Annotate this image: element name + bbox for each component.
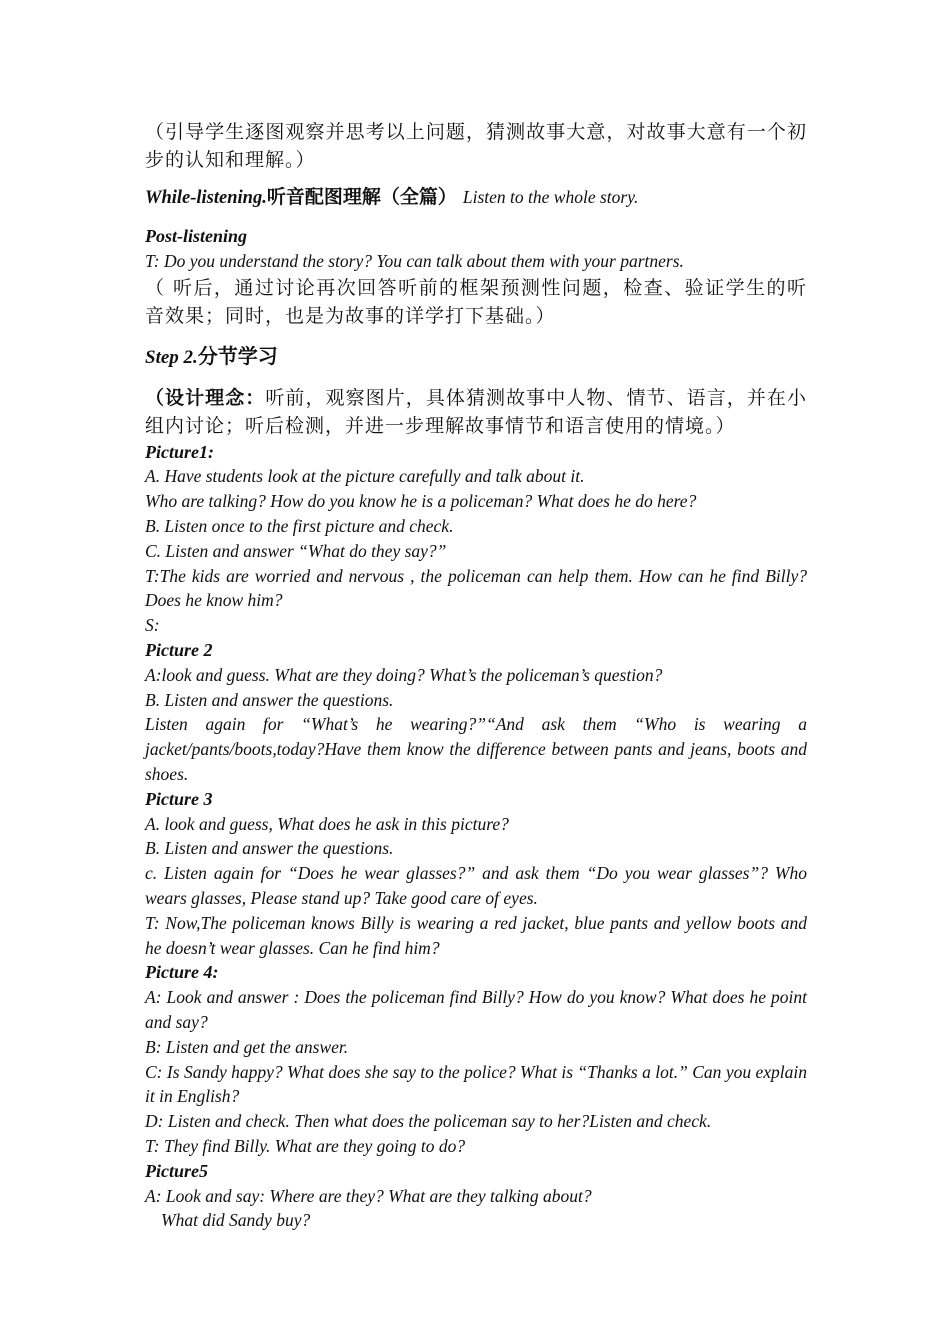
design-concept <box>145 384 807 440</box>
list-item: C: Is Sandy happy? What does she say to the police? What is “Thanks a lot.” Can you explain it in English? <box>145 1061 807 1107</box>
list-item: T:The kids are worried and nervous , the policeman can help them. How can he find Billy? Does he know him? <box>145 565 807 611</box>
picture-1-section <box>145 440 807 638</box>
picture-2-heading: Picture 2 <box>145 639 213 660</box>
step-2-title: 分节学习 <box>197 343 278 368</box>
picture-4-section <box>145 960 807 1158</box>
list-item: A. look and guess, What does he ask in this picture? <box>145 813 509 834</box>
picture-4-heading: Picture 4: <box>145 962 219 983</box>
list-item: What did Sandy buy? <box>161 1210 311 1231</box>
list-item: Listen again for “What’s he wearing?”“And ask them “Who is wearing a jacket/pants/boots,today?Have them know the difference between pants and jeans, boots and shoes. <box>145 714 807 784</box>
list-item: S: <box>145 615 160 636</box>
while-listening-en: Listen to the whole story. <box>462 187 639 207</box>
list-item: T: Now,The policeman knows Billy is wearing a red jacket, blue pants and yellow boots and he doesn’t wear glasses. Can he find him? <box>145 912 807 958</box>
picture-5-section <box>145 1159 807 1233</box>
while-listening-line <box>145 182 807 212</box>
while-listening-label: While-listening. <box>145 188 267 208</box>
list-item: D: Listen and check. Then what does the policeman say to her?Listen and check. <box>145 1111 712 1132</box>
picture-2-section <box>145 638 807 787</box>
post-listening-teacher-line: T: Do you understand the story? You can talk about them with your partners. <box>145 250 684 271</box>
list-item: A: Look and answer : Does the policeman find Billy? How do you know? What does he point and say? <box>145 987 807 1032</box>
paragraph-guide-note: （引导学生逐图观察并思考以上问题，猜测故事大意，对故事大意有一个初步的认知和理解。） <box>145 121 807 171</box>
post-listening-note: （ 听后，通过讨论再次回答听前的框架预测性问题，检查、验证学生的听音效果；同时，也是为故事的详学打下基础。） <box>145 276 807 327</box>
design-concept-text: 听前，观察图片，具体猜测故事中人物、情节、语言，并在小组内讨论；听后检测，并进一步理解故事情节和语言使用的情境。） <box>145 386 807 437</box>
post-listening-heading: Post-listening <box>145 226 248 246</box>
picture-3-heading: Picture 3 <box>145 788 213 809</box>
document-body <box>145 118 807 1233</box>
while-listening-cn: 听音配图理解（全篇） <box>266 186 457 208</box>
picture-3-section <box>145 787 807 961</box>
list-item: A. Have students look at the picture carefully and talk about it. <box>145 466 585 487</box>
list-item: T: They find Billy. What are they going to do? <box>145 1135 466 1156</box>
list-item: B. Listen once to the first picture and check. <box>145 515 454 536</box>
list-item: B: Listen and get the answer. <box>145 1036 349 1057</box>
list-item: C. Listen and answer “What do they say?” <box>145 540 447 561</box>
list-item: B. Listen and answer the questions. <box>145 689 394 710</box>
picture-5-heading: Picture5 <box>145 1160 208 1181</box>
list-item: c. Listen again for “Does he wear glasses?” and ask them “Do you wear glasses”? Who wears glasses, Please stand up? Take good care of eyes. <box>145 863 807 908</box>
list-item: A:look and guess. What are they doing? What’s the policeman’s question? <box>145 664 663 685</box>
step-2-heading <box>145 340 807 372</box>
list-item: Who are talking? How do you know he is a policeman? What does he do here? <box>145 491 697 512</box>
step-2-label: Step 2. <box>145 346 198 368</box>
design-concept-label: （设计理念： <box>145 386 266 409</box>
list-item: A: Look and say: Where are they? What are they talking about? <box>145 1185 592 1206</box>
picture-1-heading: Picture1: <box>145 441 214 462</box>
list-item: B. Listen and answer the questions. <box>145 838 394 859</box>
